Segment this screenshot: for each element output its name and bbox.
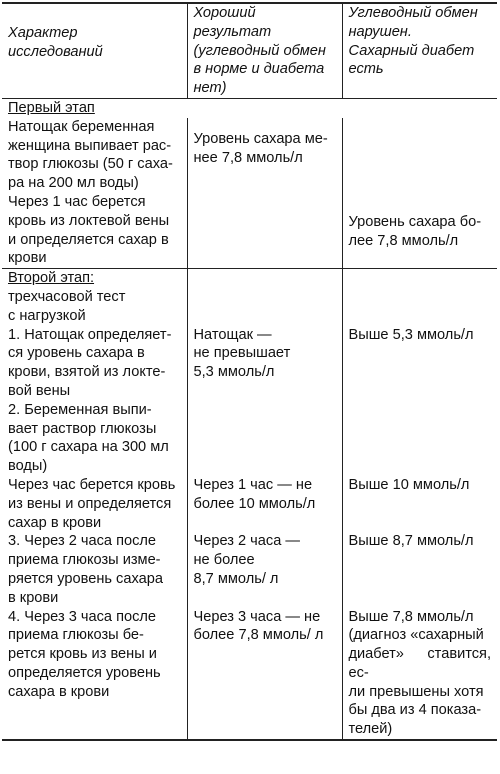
stage-two-title-cell: [2, 269, 187, 326]
study-cell: Через час берется кровь из вены и определяется сахар в крови: [8, 476, 176, 531]
stage-one-title-cell: [2, 98, 497, 117]
study-cell: 3. Через 2 часа после приема глюкозы изме- ряется уровень сахара в крови: [8, 533, 163, 606]
table-row: [2, 326, 497, 401]
table-header: [2, 3, 497, 98]
empty-cell: [187, 269, 342, 326]
table-row: [2, 269, 497, 326]
stage-two: [2, 269, 497, 740]
table-row: [2, 193, 497, 269]
bad-result-cell: [342, 401, 497, 476]
table-row: [2, 608, 497, 741]
good-result-cell: Натощак — не превышает 5,3 ммоль/л: [187, 326, 342, 401]
good-result-cell: Через 1 час — не более 10 ммоль/л: [187, 476, 342, 532]
good-result-cell: Через 2 часа — не более 8,7 ммоль/ л: [187, 532, 342, 607]
header-bad-result: Углеводный обмен нарушен. Сахарный диабет есть: [342, 3, 497, 98]
study-cell: Натощак беременная женщина выпивает рас- твор глюкозы (50 г саха- ра на 200 мл воды): [8, 118, 173, 192]
bad-result-cell: Выше 8,7 ммоль/л: [342, 532, 497, 607]
glucose-test-table: [2, 2, 497, 741]
good-result-cell: [187, 401, 342, 476]
table-row: [2, 476, 497, 532]
bad-result-cell: Выше 5,3 ммоль/л: [342, 326, 497, 401]
header-good-result: Хороший результат (углеводный обмен в норме и диабета нет): [187, 3, 342, 98]
empty-cell: [342, 269, 497, 326]
bad-result-cell: Выше 10 ммоль/л: [342, 476, 497, 532]
bad-result-cell: Выше 7,8 ммоль/л (диагноз «сахарный диабет» ставится, ес- ли превышены хотя бы два из 4 показа- телей): [342, 608, 497, 741]
good-result-cell: Через 3 часа — не более 7,8 ммоль/ л: [187, 608, 342, 741]
stage-two-subtitle: трехчасовой тест с нагрузкой: [8, 288, 126, 324]
header-study-type: Характер исследований: [8, 25, 103, 60]
table-row: [2, 98, 497, 117]
table-row: [2, 118, 497, 193]
bad-result-cell: [342, 118, 497, 193]
table-row: [2, 532, 497, 607]
study-cell: 2. Беременная выпи- вает раствор глюкозы (100 г сахара на 300 мл воды): [8, 401, 169, 475]
study-cell: 4. Через 3 часа после приема глюкозы бе- рется кровь из вены и определяется уровень сахара в крови: [8, 608, 161, 700]
stage-two-title: Второй этап:: [8, 270, 95, 287]
stage-one-title: Первый этап: [8, 99, 95, 116]
study-cell: 1. Натощак определяет- ся уровень сахара в крови, взятой из локте- вой вены: [8, 326, 172, 399]
good-result-cell: [187, 193, 342, 269]
good-result-cell: Уровень сахара ме- нее 7,8 ммоль/л: [187, 118, 342, 193]
table-row: [2, 401, 497, 476]
header-row: [2, 3, 497, 98]
stage-one: [2, 98, 497, 268]
bad-result-cell: Уровень сахара бо- лее 7,8 ммоль/л: [342, 193, 497, 269]
study-cell: Через 1 час берется кровь из локтевой вены и определяется сахар в крови: [8, 193, 170, 267]
